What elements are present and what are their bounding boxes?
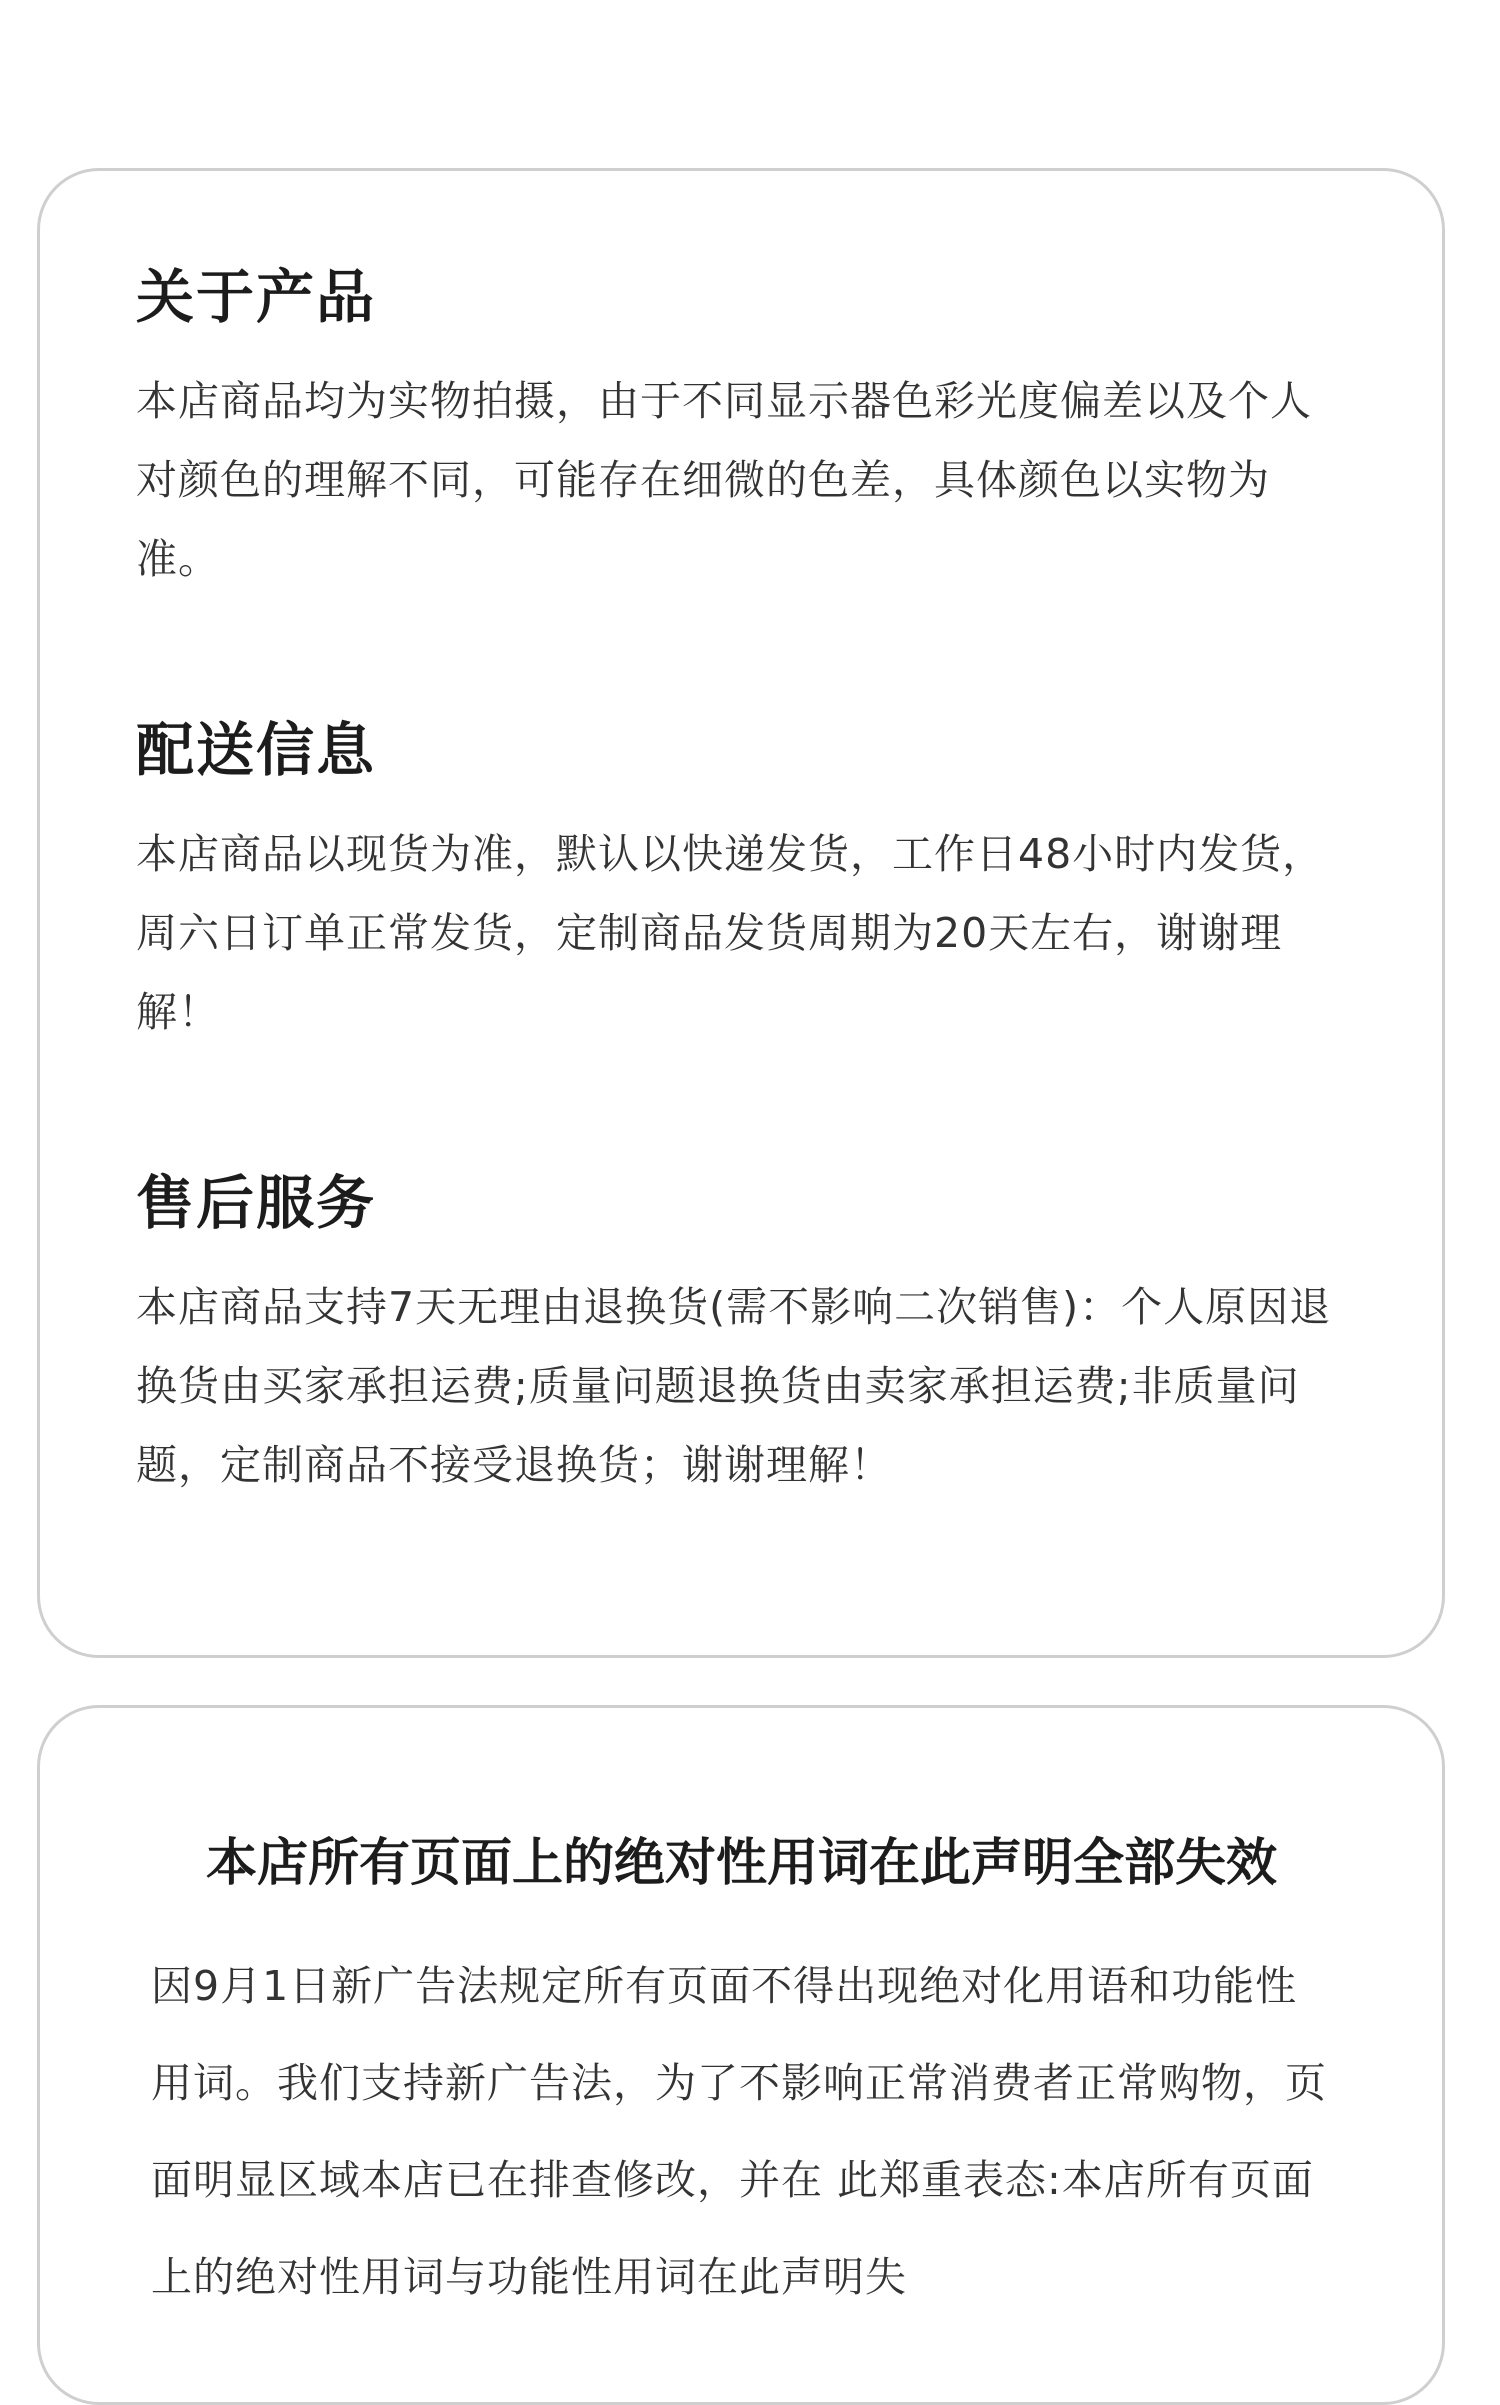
section-delivery-info [136,709,1347,1052]
section-title: 关于产品 [136,263,377,331]
section-body: 本店商品均为实物拍摄，由于不同显示器色彩光度偏差以及个人对颜色的理解不同，可能存在细微的色差，具体颜色以实物为准。 [136,377,1312,583]
notice-body: 因9月1日新广告法规定所有页面不得出现绝对化用语和功能性用词。我们支持新广告法，为了不影响正常消费者正常购物，页面明显区域本店已在排查修改，并在 此郑重表态:本店所有页面上的绝对性用词与功能性用词在此声明失 [151,1962,1327,2301]
section-after-sales [136,1162,1347,1505]
section-title: 售后服务 [136,1169,377,1237]
section-body: 本店商品支持7天无理由退换货(需不影响二次销售)：个人原因退换货由买家承担运费;质量问题退换货由卖家承担运费;非质量问题，定制商品不接受退换货；谢谢理解！ [136,1283,1332,1489]
notice-title: 本店所有页面上的绝对性用词在此声明全部失效 [205,1834,1277,1893]
notice-card [37,1705,1445,2405]
section-about-product [136,256,1347,599]
section-title: 配送信息 [136,716,377,784]
info-card [37,168,1445,1658]
section-body: 本店商品以现货为准，默认以快递发货，工作日48小时内发货，周六日订单正常发货，定制商品发货周期为20天左右，谢谢理解！ [136,830,1325,1036]
